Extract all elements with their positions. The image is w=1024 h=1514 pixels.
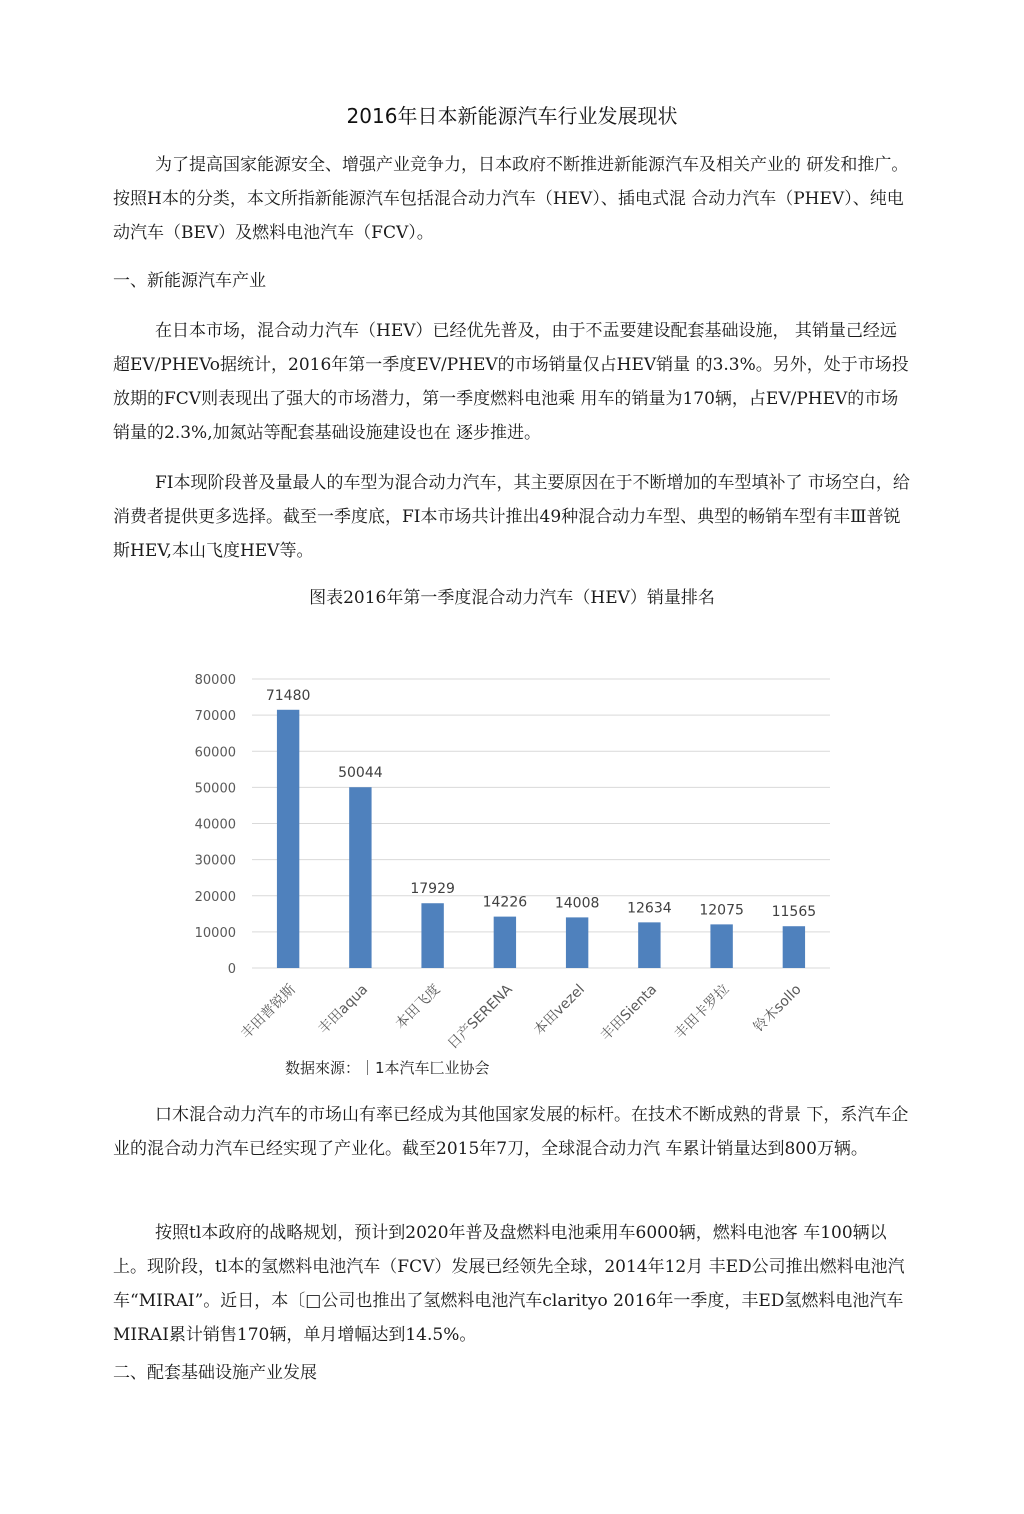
x-tick-label: 铃木sollo	[750, 981, 805, 1036]
x-tick-label: 丰田aqua	[315, 981, 372, 1038]
paragraph-4: 按照tl本政府的战略规划，预计到2020年普及盘燃料电池乘用车6000辆，燃料电池客 车100辆以上。现阶段，tl本的氢燃料电池汽车（FCV）发展已经领先全球，2014年12月 丰ED公司推出燃料电池汽车“MIRAI”。近日，本〔□公司也推出了氢燃料电池汽车clarityo 2016年一季度，丰ED氢燃料电池汽车MIRAI累计销售170辆，单月增幅达到14.5%。	[113, 1223, 905, 1345]
y-tick-label: 80000	[194, 673, 236, 688]
data-label: 12075	[699, 902, 744, 919]
paragraph-1: 在日本市场，混合动力汽车（HEV）已经优先普及，由于不盂要建设配套基础设施， 其销量己经远超EV/PHEVo据统计，2016年第一季度EV/PHEV的市场销量仅占HEV销量 的3.3%。另外，处于市场投放期的FCV则表现出了强大的市场潜力，第一季度燃料电池乘 用车的销量为170辆，占EV/PHEV的市场销量的2.3%,加氮站等配套基础设施建设也在 逐步推进。	[113, 321, 909, 443]
page-title: 2016年日本新能源汽车行业发展现状	[346, 104, 678, 128]
data-label: 11565	[771, 904, 817, 921]
x-tick-label: 丰田卡罗拉	[671, 981, 733, 1043]
y-tick-label: 50000	[194, 781, 236, 797]
data-label: 71480	[265, 687, 311, 704]
data-label: 14008	[554, 895, 600, 912]
bar	[566, 917, 588, 968]
intro-paragraph: 为了提高国家能源安全、增强产业竞争力，日本政府不断推进新能源汽车及相关产业的 研发和推广。按照H本的分类，本文所指新能源汽车包括混合动力汽车（HEV）、插电式混 合动力汽车（PHEV）、纯电动汽车（BEV）及燃料电池汽车（FCV）。	[113, 155, 909, 243]
paragraph-3: 口木混合动力汽车的市场山有率已经成为其他国家发展的标杆。在技术不断成熟的背景 下，系汽车企业的混合动力汽车已经实现了产业化。截至2015年7刀，全球混合动力汽 车累计销量达到800万辆。	[113, 1105, 909, 1159]
bar	[638, 922, 660, 968]
y-tick-label: 30000	[194, 853, 236, 869]
section-heading-2: 二、配套基础设施产业发展	[113, 1363, 317, 1383]
paragraph-2: FI本现阶段普及量最人的车型为混合动力汽车，其主要原因在于不断增加的车型填补了 市场空白，给消费者提供更多选择。截至一季度底，FI本市场共计推出49种混合动力车型、典型的畅销车型有丰Ⅲ普锐斯HEV,本山飞度HEV等。	[113, 473, 910, 561]
bar	[783, 926, 805, 968]
x-tick-label: 日产SERENA	[444, 981, 516, 1053]
y-tick-label: 10000	[194, 925, 236, 941]
chart-svg	[180, 655, 860, 1085]
section-heading-1: 一、新能源汽车产业	[113, 271, 266, 291]
x-tick-label: 丰田Sienta	[597, 981, 661, 1044]
y-tick-label: 60000	[194, 745, 236, 761]
y-tick-label: 70000	[194, 709, 236, 725]
data-label: 12634	[627, 900, 672, 917]
bar	[421, 903, 443, 968]
y-tick-label: 20000	[194, 889, 236, 905]
bar	[494, 917, 516, 968]
data-label: 17929	[410, 881, 455, 898]
x-tick-label: 丰田普锐斯	[238, 981, 299, 1043]
sales-bar-chart	[180, 655, 860, 1085]
bar	[710, 924, 732, 968]
bar	[349, 787, 371, 968]
y-tick-label: 40000	[194, 817, 236, 833]
y-tick-label: 0	[227, 962, 236, 977]
data-label: 50044	[338, 765, 383, 782]
data-label: 14226	[482, 894, 528, 911]
x-tick-label: 本田vezel	[530, 981, 588, 1039]
x-tick-label: 本田飞度	[392, 981, 444, 1033]
bar	[277, 710, 299, 968]
chart-caption: 图表2016年第一季度混合动力汽车（HEV）销量排名	[309, 588, 715, 608]
data-source-note: 数据來源：｜1本汽车匚业协会	[285, 1059, 490, 1077]
